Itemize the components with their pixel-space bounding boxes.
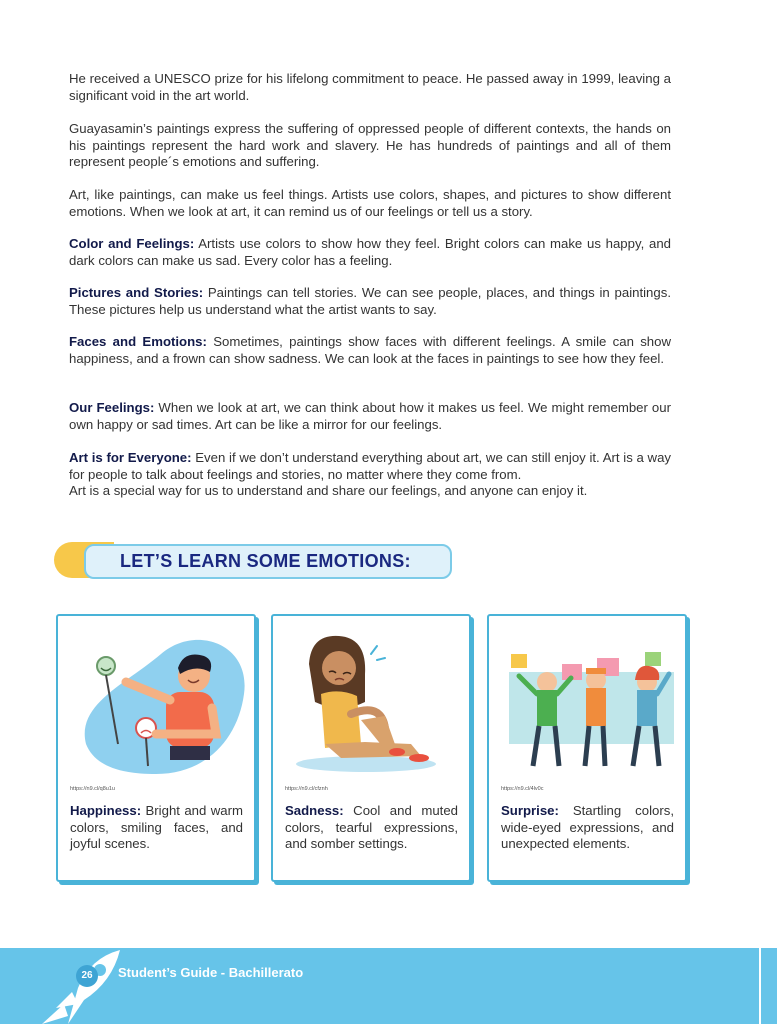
rocket-icon: [28, 948, 128, 1024]
surprise-illustration: [497, 624, 679, 784]
image-source-url: https://n9.cl/4lv0c: [501, 786, 544, 792]
card-sadness: [271, 614, 471, 882]
page-number: 26: [76, 965, 98, 987]
card-caption: [285, 803, 458, 853]
paragraph-art-for-everyone: Art is for Everyone: Even if we don’t understand everything about art, we can still enjoy it. Art is a way for people to talk about feelings and stories, no matter where they come from. Art is a special way for us to understand and share our feelings, and anyone can enjoy it.: [69, 450, 671, 498]
caption-text: Bright and warm colors, smiling faces, and joyful scenes.: [70, 803, 243, 851]
caption-term: Happiness:: [70, 803, 142, 818]
paragraph-pictures-stories: Pictures and Stories: Paintings can tell stories. We can see people, places, and things in paintings. These pictures help us understand what the artist wants to say.: [69, 285, 671, 317]
footer-title: Student’s Guide - Bachillerato: [118, 965, 304, 980]
paragraph-2: Guayasamin’s paintings express the suffering of oppressed people of different contexts, the hands on his paintings represent the hard work and slavery. He has hundreds of paintings and all of them represent people´s emotions and suffering.: [69, 121, 671, 169]
paragraph-color-feelings: Color and Feelings: Artists use colors to show how they feel. Bright colors can make us happy, and dark colors can make us sad. Every color has a feeling.: [69, 236, 671, 268]
card-surprise: [487, 614, 687, 882]
paragraph-3: Art, like paintings, can make us feel things. Artists use colors, shapes, and pictures to show different emotions. When we look at art, it can remind us of our feelings or tell us a story.: [69, 187, 671, 219]
paragraph-our-feelings: Our Feelings: When we look at art, we can think about how it makes us feel. We might remember our own happy or sad times. Art can be like a mirror for our feelings.: [69, 400, 671, 432]
caption-text: Cool and muted colors, tearful expressions, and somber settings.: [285, 803, 458, 851]
image-source-url: https://n9.cl/cfznh: [285, 786, 328, 792]
footer-divider: [759, 948, 761, 1024]
caption-term: Surprise:: [501, 803, 559, 818]
image-source-url: https://n9.cl/q8u1u: [70, 786, 115, 792]
caption-term: Sadness:: [285, 803, 344, 818]
paragraph-faces-emotions: Faces and Emotions: Sometimes, paintings show faces with different feelings. A smile can show happiness, and a frown can show sadness. We can look at the faces in paintings to see how they feel.: [69, 334, 671, 366]
section-banner: [54, 542, 454, 581]
card-caption: [501, 803, 674, 853]
paragraph-1: He received a UNESCO prize for his lifelong commitment to peace. He passed away in 1999, leaving a significant void in the art world.: [69, 71, 671, 103]
caption-text: Startling colors, wide-eyed expressions, and unexpected elements.: [501, 803, 674, 851]
card-caption: [70, 803, 243, 853]
card-happiness: [56, 614, 256, 882]
happiness-illustration: [66, 624, 248, 784]
sadness-illustration: [281, 624, 463, 784]
banner-title: LET’S LEARN SOME EMOTIONS:: [120, 551, 411, 571]
